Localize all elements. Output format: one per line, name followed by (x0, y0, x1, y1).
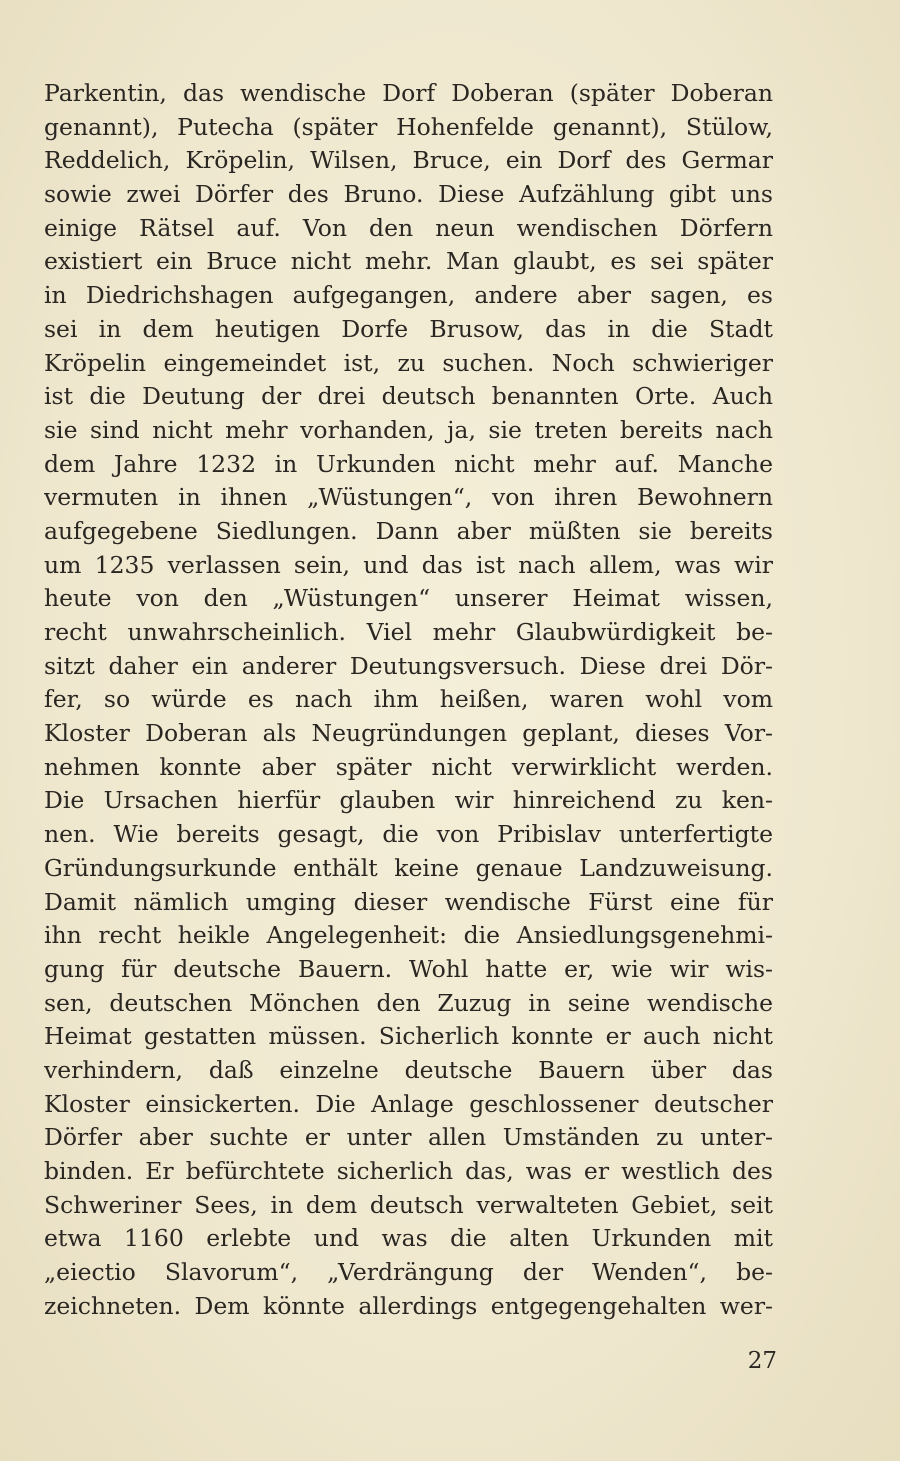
text-line: dem Jahre 1232 in Urkunden nicht mehr auf. Manche (44, 449, 773, 478)
text-line: „eiectio Slavorum“, „Verdrängung der Wenden“, be- (44, 1258, 773, 1287)
text-line: Reddelich, Kröpelin, Wilsen, Bruce, ein Dorf des Germar (44, 146, 773, 175)
text-line: etwa 1160 erlebte und was die alten Urkunden mit (44, 1224, 773, 1253)
text-line: gung für deutsche Bauern. Wohl hatte er, wie wir wis- (44, 954, 773, 983)
text-line: ist die Deutung der drei deutsch benannten Orte. Auch (44, 382, 773, 411)
text-line: heute von den „Wüstungen“ unserer Heimat wissen, (44, 584, 773, 613)
text-line: sowie zwei Dörfer des Bruno. Diese Aufzählung gibt uns (44, 180, 773, 209)
text-line: Schweriner Sees, in dem deutsch verwalteten Gebiet, seit (44, 1190, 773, 1219)
text-line: Die Ursachen hierfür glauben wir hinreichend zu ken- (44, 786, 773, 815)
text-line: Heimat gestatten müssen. Sicherlich konnte er auch nicht (44, 1022, 773, 1051)
text-line: verhindern, daß einzelne deutsche Bauern über das (44, 1055, 773, 1084)
page-number: 27 (747, 1348, 777, 1374)
text-line: sitzt daher ein anderer Deutungsversuch. Diese drei Dör- (44, 651, 773, 680)
text-line: um 1235 verlassen sein, und das ist nach allem, was wir (44, 550, 773, 579)
text-line: sei in dem heutigen Dorfe Brusow, das in die Stadt (44, 314, 773, 343)
text-line: zeichneten. Dem könnte allerdings entgegengehalten wer- (44, 1291, 773, 1320)
body-text (44, 77, 774, 1323)
text-line: Kloster Doberan als Neugründungen geplant, dieses Vor- (44, 719, 773, 748)
text-line: Damit nämlich umging dieser wendische Fürst eine für (44, 887, 773, 916)
text-line: vermuten in ihnen „Wüstungen“, von ihren Bewohnern (44, 483, 773, 512)
text-line: genannt), Putecha (später Hohenfelde genannt), Stülow, (44, 112, 773, 141)
text-line: nen. Wie bereits gesagt, die von Pribislav unterfertigte (44, 820, 773, 849)
text-line: sen, deutschen Mönchen den Zuzug in seine wendische (44, 988, 773, 1017)
text-line: Kloster einsickerten. Die Anlage geschlossener deutscher (44, 1089, 773, 1118)
text-line: aufgegebene Siedlungen. Dann aber müßten sie bereits (44, 516, 773, 545)
text-line: recht unwahrscheinlich. Viel mehr Glaubwürdigkeit be- (44, 618, 773, 646)
text-line: binden. Er befürchtete sicherlich das, was er westlich des (44, 1157, 773, 1185)
text-line: fer, so würde es nach ihm heißen, waren wohl vom (44, 685, 773, 714)
text-line: nehmen konnte aber später nicht verwirklicht werden. (44, 752, 773, 781)
text-line: Parkentin, das wendische Dorf Doberan (später Doberan (44, 79, 773, 107)
text-line: ihn recht heikle Angelegenheit: die Ansiedlungsgenehmi- (44, 921, 773, 950)
text-line: Dörfer aber suchte er unter allen Umständen zu unter- (44, 1123, 773, 1152)
text-line: existiert ein Bruce nicht mehr. Man glaubt, es sei später (44, 247, 773, 276)
text-line: in Diedrichshagen aufgegangen, andere aber sagen, es (44, 281, 773, 310)
text-line: einige Rätsel auf. Von den neun wendischen Dörfern (44, 213, 773, 242)
text-line: sie sind nicht mehr vorhanden, ja, sie treten bereits nach (44, 415, 773, 444)
text-line: Kröpelin eingemeindet ist, zu suchen. Noch schwieriger (44, 348, 773, 377)
text-line: Gründungsurkunde enthält keine genaue Landzuweisung. (44, 853, 773, 882)
